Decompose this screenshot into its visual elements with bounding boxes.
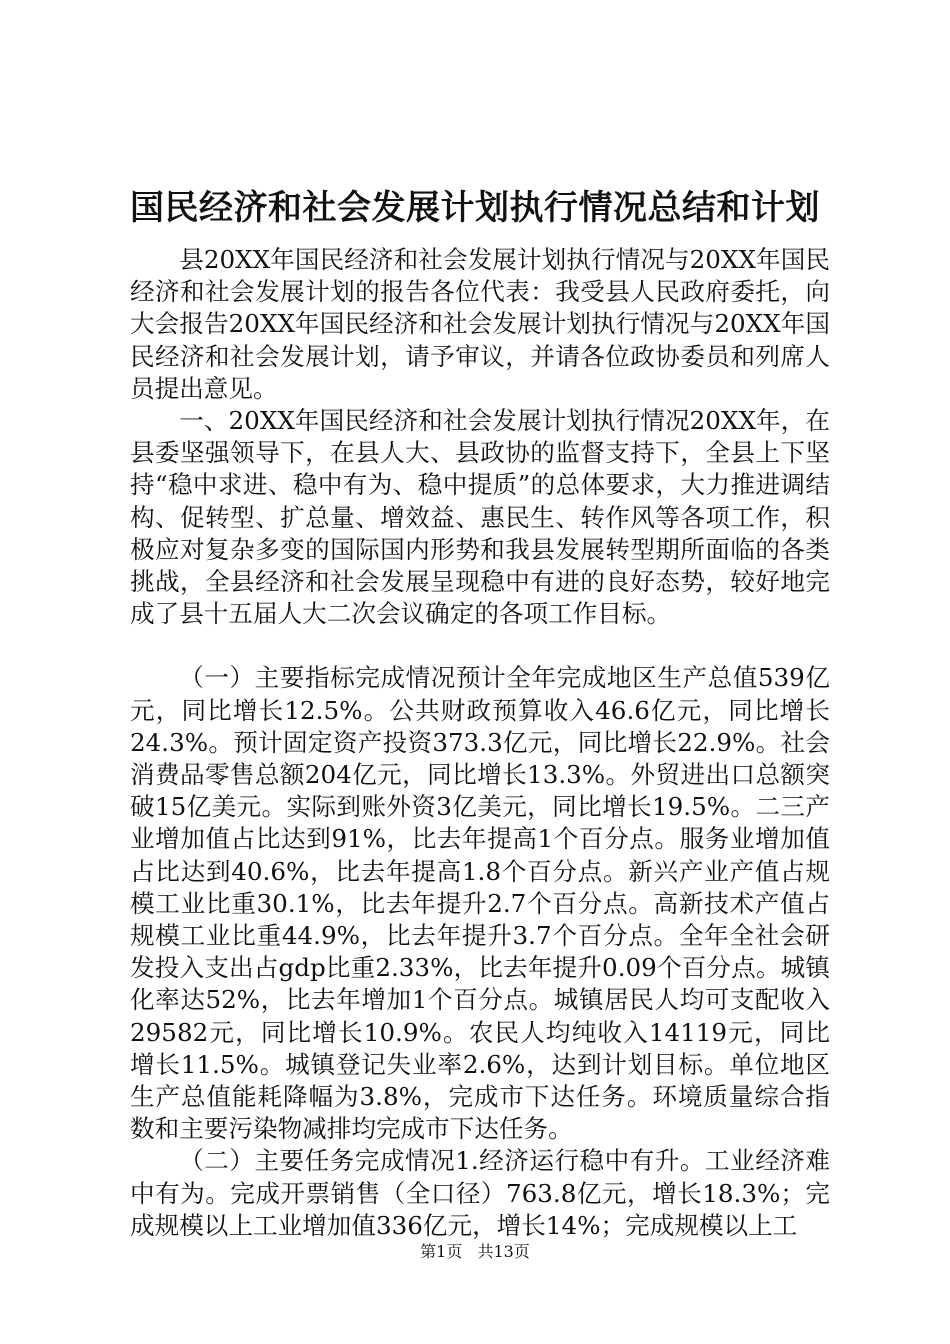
page-footer	[0, 1240, 950, 1264]
document-body	[130, 244, 830, 1242]
paragraph-section-one: 一、20XX年国民经济和社会发展计划执行情况20XX年，在县委坚强领导下，在县人大、县政协的监督支持下，全县上下坚持“稳中求进、稳中有为、稳中提质”的总体要求，大力推进调结构、促转型、扩总量、增效益、惠民生、转作风等各项工作，积极应对复杂多变的国际国内形势和我县发展转型期所面临的各类挑战，全县经济和社会发展呈现稳中有进的良好态势，较好地完成了县十五届人大二次会议确定的各项工作目标。	[130, 406, 830, 629]
page-number: 第1页	[420, 1242, 463, 1261]
paragraph-intro: 县20XX年国民经济和社会发展计划执行情况与20XX年国民经济和社会发展计划的报告各位代表：我受县人民政府委托，向大会报告20XX年国民经济和社会发展计划执行情况与20XX年国民经济和社会发展计划，请予审议，并请各位政协委员和列席人员提出意见。	[130, 245, 830, 403]
paragraph-gap	[130, 630, 830, 662]
paragraph-main-indicators: （一）主要指标完成情况预计全年完成地区生产总值539亿元，同比增长12.5%。公共财政预算收入46.6亿元，同比增长24.3%。预计固定资产投资373.3亿元，同比增长22.9%。社会消费品零售总额204亿元，同比增长13.3%。外贸进出口总额突破15亿美元。实际到账外资3亿美元，同比增长19.5%。二三产业增加值占比达到91%，比去年提高1个百分点。服务业增加值占比达到40.6%，比去年提高1.8个百分点。新兴产业产值占规模工业比重30.1%，比去年提升2.7个百分点。高新技术产值占规模工业比重44.9%，比去年提升3.7个百分点。全年全社会研发投入支出占gdp比重2.33%，比去年提升0.09个百分点。城镇化率达52%，比去年增加1个百分点。城镇居民人均可支配收入29582元，同比增长10.9%。农民人均纯收入14119元，同比增长11.5%。城镇登记失业率2.6%，达到计划目标。单位地区生产总值能耗降幅为3.8%，完成市下达任务。环境质量综合指数和主要污染物减排均完成市下达任务。	[130, 663, 830, 1144]
paragraph-main-tasks: （二）主要任务完成情况1.经济运行稳中有升。工业经济难中有为。完成开票销售（全口径）763.8亿元，增长18.3%；完成规模以上工业增加值336亿元，增长14%；完成规模以上工	[130, 1146, 830, 1240]
document-title: 国民经济和社会发展计划执行情况总结和计划	[130, 188, 820, 228]
page-total: 共13页	[477, 1242, 530, 1261]
